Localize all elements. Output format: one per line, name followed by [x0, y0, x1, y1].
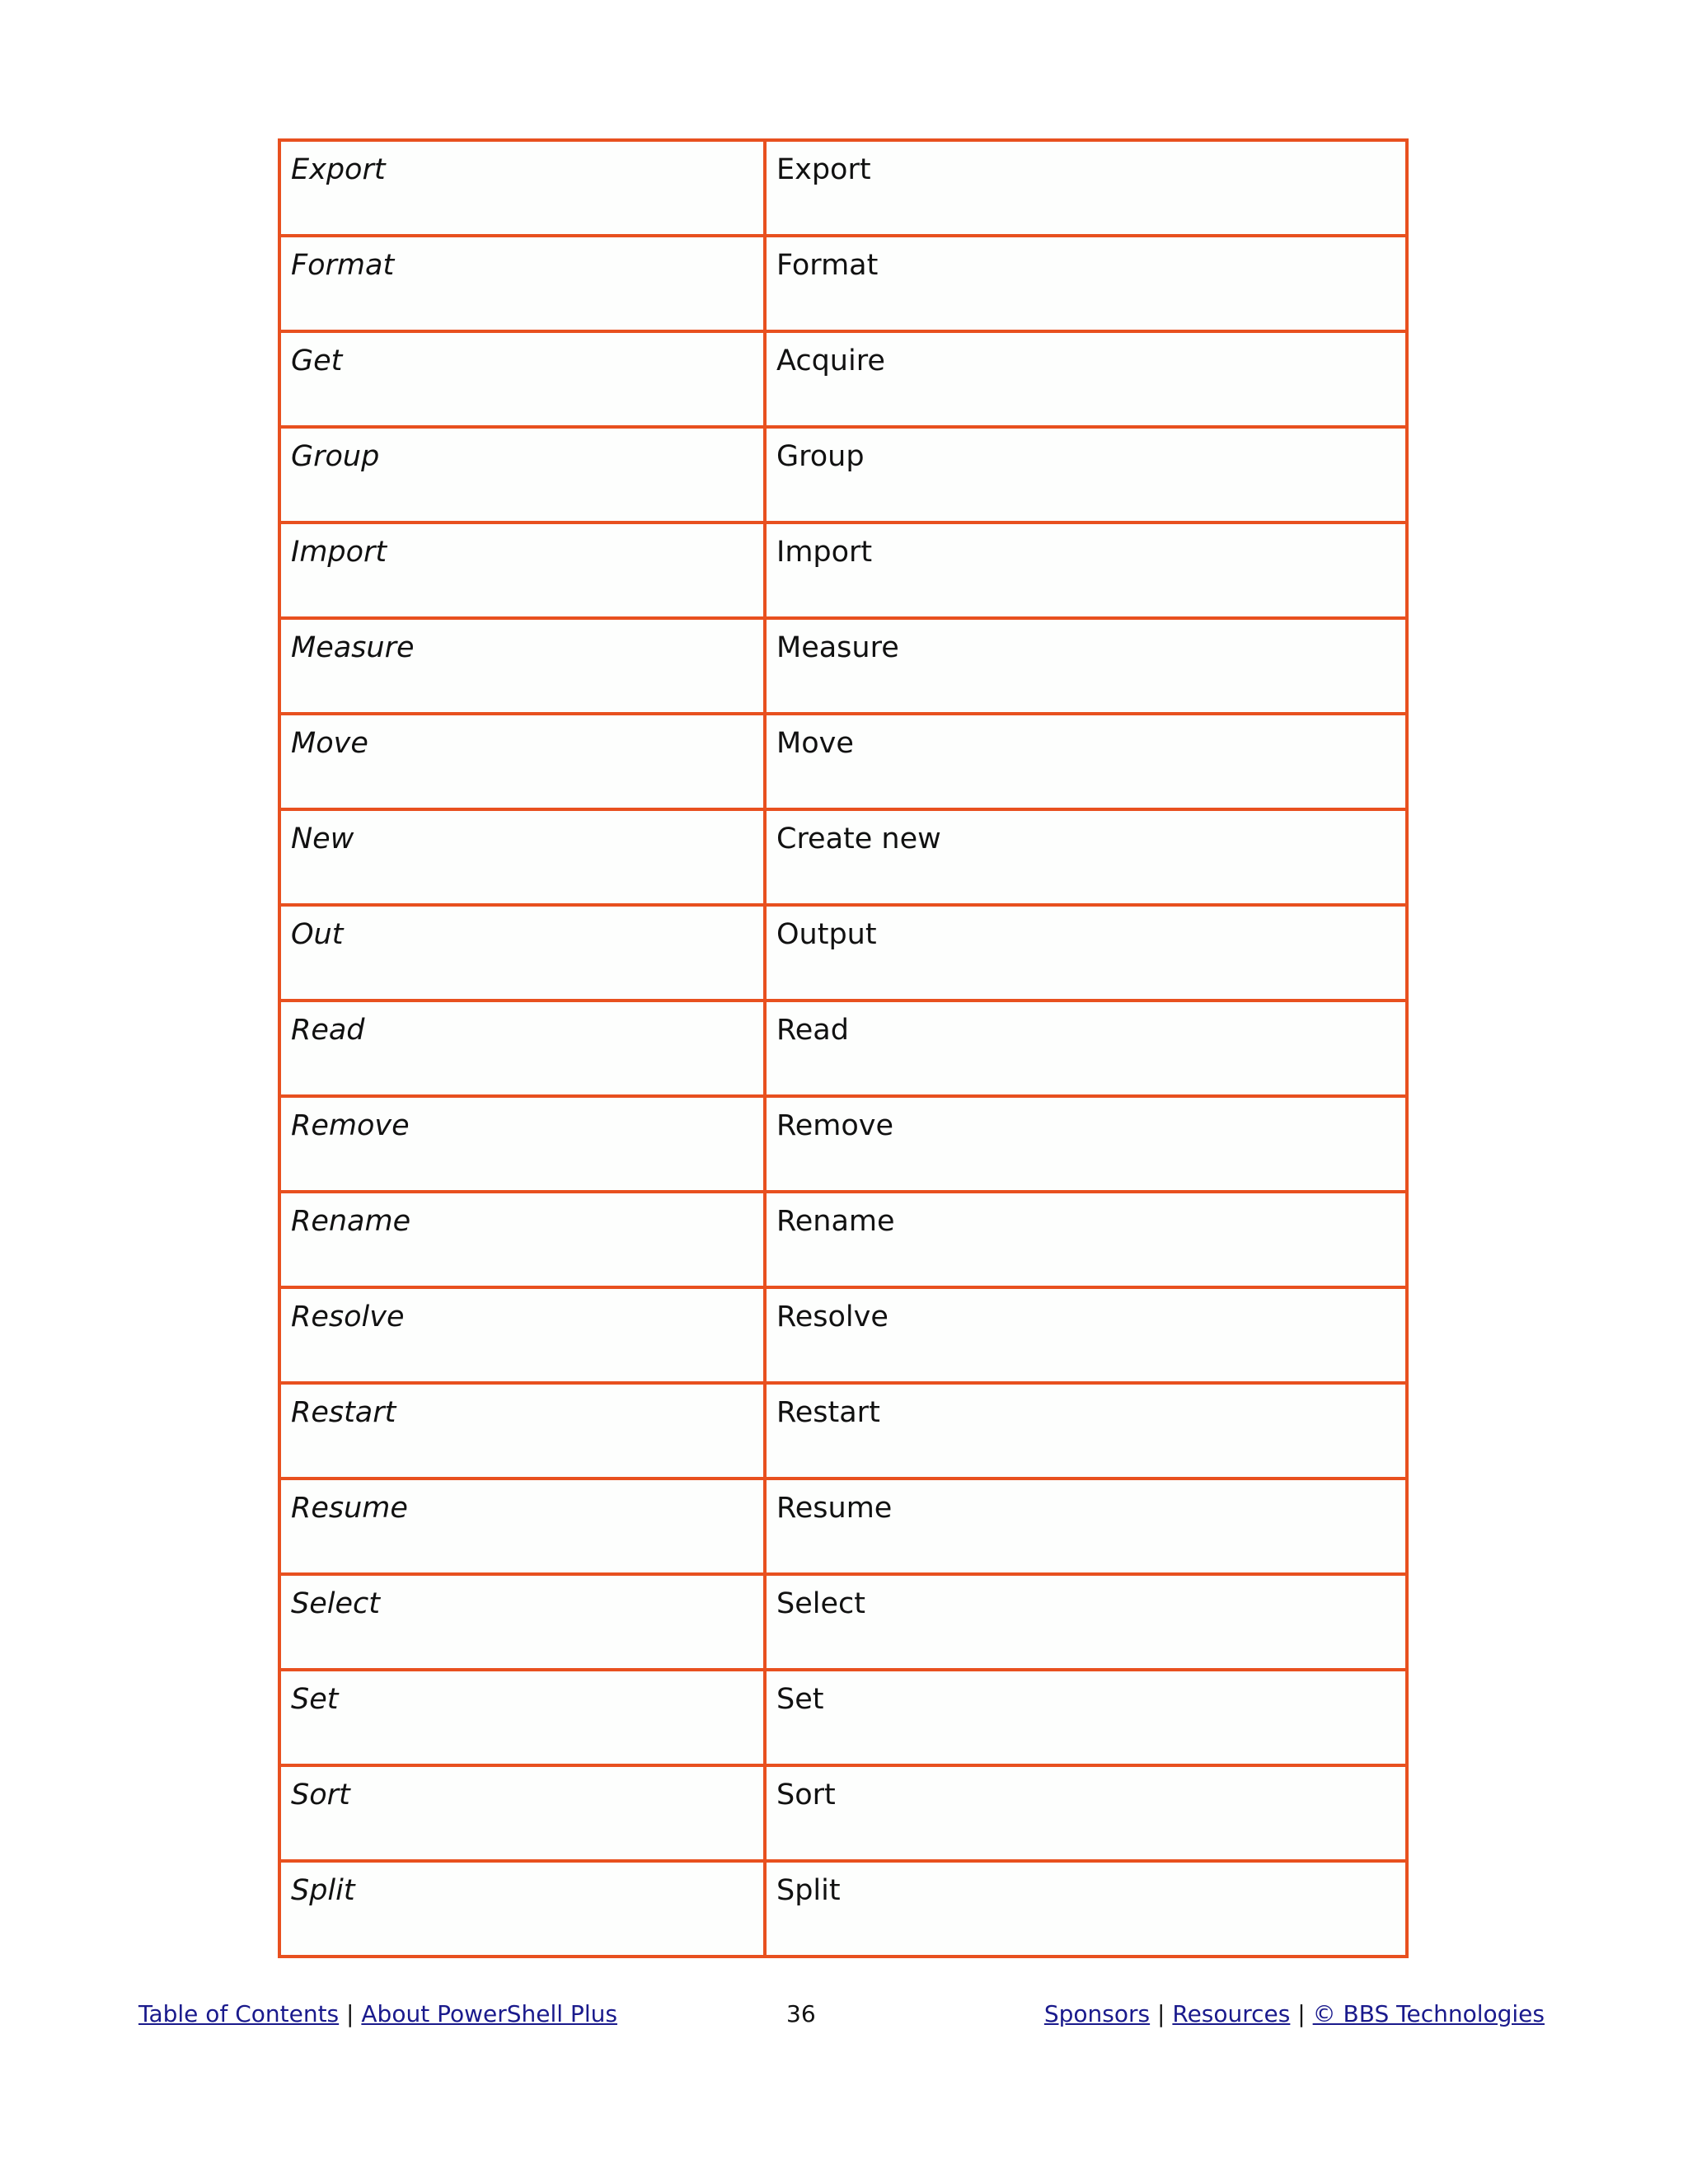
meaning-cell: Output [765, 905, 1407, 1001]
footer-separator: | [346, 2000, 354, 2027]
page-footer [138, 1996, 1545, 2032]
verb-table [278, 138, 1409, 1958]
verb-cell: Sort [279, 1765, 765, 1861]
page-number: 36 [786, 2000, 816, 2027]
meaning-cell: Format [765, 236, 1407, 331]
verb-cell: New [279, 809, 765, 905]
verb-cell: Resolve [279, 1287, 765, 1383]
verb-cell: Move [279, 714, 765, 809]
verb-cell: Remove [279, 1096, 765, 1192]
sponsors-link[interactable]: Sponsors [1043, 2000, 1151, 2027]
table-row [279, 714, 1407, 809]
meaning-cell: Export [765, 140, 1407, 236]
footer-right-links [1044, 1996, 1545, 2032]
copyright-link[interactable]: © BBS Technologies [1312, 2000, 1545, 2027]
verb-table-body [279, 140, 1407, 1957]
table-row [279, 1096, 1407, 1192]
verb-cell: Read [279, 1001, 765, 1096]
table-row [279, 427, 1407, 523]
verb-cell: Format [279, 236, 765, 331]
verb-cell: Split [279, 1861, 765, 1957]
table-row [279, 1765, 1407, 1861]
meaning-cell: Restart [765, 1383, 1407, 1479]
table-row [279, 1479, 1407, 1574]
table-row [279, 618, 1407, 714]
table-row [279, 523, 1407, 618]
table-row [279, 809, 1407, 905]
table-row [279, 1287, 1407, 1383]
table-row [279, 236, 1407, 331]
verb-cell: Import [279, 523, 765, 618]
footer-separator: | [1157, 2000, 1165, 2027]
verb-cell: Restart [279, 1383, 765, 1479]
meaning-cell: Create new [765, 809, 1407, 905]
meaning-cell: Sort [765, 1765, 1407, 1861]
meaning-cell: Split [765, 1861, 1407, 1957]
verb-cell: Rename [279, 1192, 765, 1287]
meaning-cell: Set [765, 1670, 1407, 1765]
table-row [279, 140, 1407, 236]
verb-cell: Get [279, 331, 765, 427]
verb-cell: Out [279, 905, 765, 1001]
verb-cell: Resume [279, 1479, 765, 1574]
table-row [279, 1670, 1407, 1765]
table-row [279, 1383, 1407, 1479]
verb-cell: Group [279, 427, 765, 523]
verb-cell: Select [279, 1574, 765, 1670]
table-row [279, 905, 1407, 1001]
meaning-cell: Measure [765, 618, 1407, 714]
footer-separator: | [1297, 2000, 1306, 2027]
meaning-cell: Acquire [765, 331, 1407, 427]
resources-link[interactable]: Resources [1172, 2000, 1291, 2027]
meaning-cell: Remove [765, 1096, 1407, 1192]
table-row [279, 331, 1407, 427]
table-row [279, 1001, 1407, 1096]
meaning-cell: Move [765, 714, 1407, 809]
table-row [279, 1192, 1407, 1287]
meaning-cell: Rename [765, 1192, 1407, 1287]
meaning-cell: Read [765, 1001, 1407, 1096]
meaning-cell: Import [765, 523, 1407, 618]
meaning-cell: Resolve [765, 1287, 1407, 1383]
meaning-cell: Select [765, 1574, 1407, 1670]
footer-left-links [138, 1996, 617, 2032]
table-row [279, 1574, 1407, 1670]
table-of-contents-link[interactable]: Table of Contents [138, 2000, 340, 2027]
verb-cell: Export [279, 140, 765, 236]
verb-cell: Set [279, 1670, 765, 1765]
table-row [279, 1861, 1407, 1957]
about-powershell-plus-link[interactable]: About PowerShell Plus [361, 2000, 617, 2027]
meaning-cell: Resume [765, 1479, 1407, 1574]
verb-cell: Measure [279, 618, 765, 714]
meaning-cell: Group [765, 427, 1407, 523]
